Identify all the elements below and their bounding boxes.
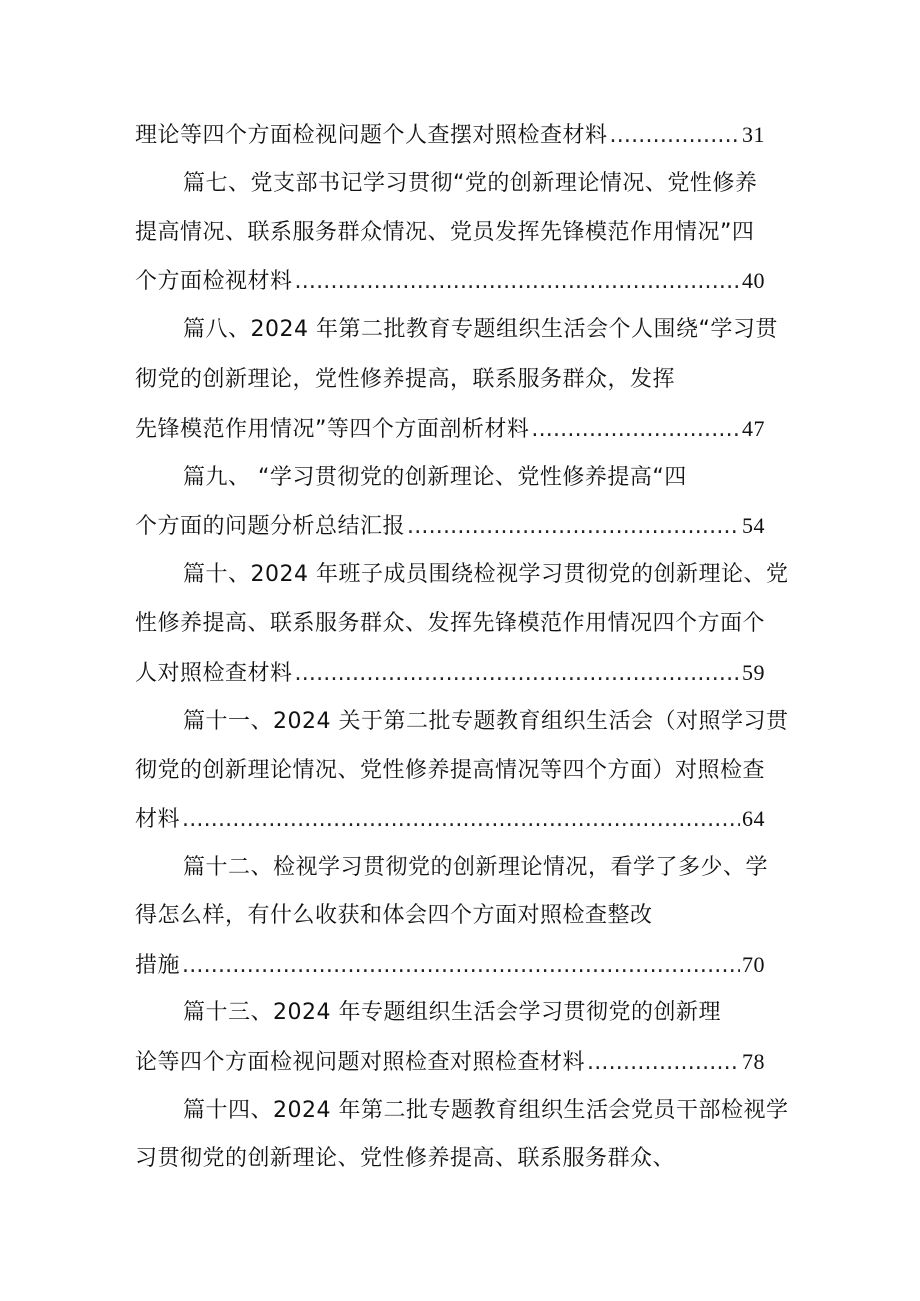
toc-entry-text: 个方面的问题分析总结汇报 xyxy=(135,514,406,539)
toc-entry-text: 个方面检视材料 xyxy=(135,269,293,294)
toc-entry-text: 措施 xyxy=(135,953,181,978)
toc-page-number: 54 xyxy=(742,513,765,538)
toc-entry-text: 先锋模范作用情况”等四个方面剖析材料 xyxy=(135,417,530,442)
toc-entry-last-line[interactable] xyxy=(135,950,765,980)
toc-leader-dots xyxy=(587,1048,740,1078)
toc-entry-line[interactable]: 篇九、 “学习贯彻党的创新理论、党性修养提高“四 xyxy=(183,465,687,490)
toc-entry-last-line[interactable] xyxy=(135,414,765,444)
toc-entry-line[interactable]: 篇十三、2024 年专题组织生活会学习贯彻党的创新理 xyxy=(183,1000,721,1025)
toc-entry-text: 人对照检查材料 xyxy=(135,661,293,686)
toc-entry-line[interactable]: 彻党的创新理论情况、党性修养提高情况等四个方面）对照检查 xyxy=(135,758,766,783)
toc-entry-line[interactable]: 篇十一、2024 关于第二批专题教育组织生活会（对照学习贯 xyxy=(183,709,789,734)
toc-page-number: 70 xyxy=(742,952,765,977)
toc-page-number: 64 xyxy=(742,806,765,831)
toc-entry-line[interactable]: 篇十四、2024 年第二批专题教育组织生活会党员干部检视学 xyxy=(183,1098,789,1123)
toc-leader-dots xyxy=(407,512,740,542)
toc-entry-last-line[interactable] xyxy=(135,120,765,150)
toc-leader-dots xyxy=(295,659,740,689)
toc-entry-text: 论等四个方面检视问题对照检查对照检查材料 xyxy=(135,1050,586,1075)
toc-page-number: 59 xyxy=(742,660,765,685)
toc-entry-line[interactable]: 篇七、党支部书记学习贯彻“党的创新理论情况、党性修养 xyxy=(183,171,758,196)
toc-entry-line[interactable]: 提高情况、联系服务群众情况、党员发挥先锋模范作用情况”四 xyxy=(135,220,755,245)
toc-entry-last-line[interactable] xyxy=(135,658,765,688)
toc-leader-dots xyxy=(182,805,740,835)
toc-entry-line[interactable]: 习贯彻党的创新理论、党性修养提高、联系服务群众、 xyxy=(135,1146,676,1171)
toc-entry-last-line[interactable] xyxy=(135,511,765,541)
toc-entry-last-line[interactable] xyxy=(135,266,765,296)
toc-entry-line[interactable]: 篇八、2024 年第二批教育专题组织生活会个人围绕“学习贯 xyxy=(183,317,778,342)
toc-page-number: 31 xyxy=(742,122,765,147)
toc-entry-text: 材料 xyxy=(135,807,181,832)
toc-leader-dots xyxy=(531,415,740,445)
toc-entry-line[interactable]: 得怎么样，有什么收获和体会四个方面对照检查整改 xyxy=(135,903,653,928)
toc-page-number: 78 xyxy=(742,1049,765,1074)
toc-leader-dots xyxy=(610,121,740,151)
toc-page-number: 40 xyxy=(742,268,765,293)
toc-entry-text: 理论等四个方面检视问题个人查摆对照检查材料 xyxy=(135,123,608,148)
toc-entry-line[interactable]: 彻党的创新理论，党性修养提高，联系服务群众，发挥 xyxy=(135,367,676,392)
toc-entry-line[interactable]: 篇十二、检视学习贯彻党的创新理论情况，看学了多少、学 xyxy=(183,855,769,880)
toc-entry-line[interactable]: 性修养提高、联系服务群众、发挥先锋模范作用情况四个方面个 xyxy=(135,611,766,636)
toc-entry-line[interactable]: 篇十、2024 年班子成员围绕检视学习贯彻党的创新理论、党 xyxy=(183,562,789,587)
toc-leader-dots xyxy=(182,951,740,981)
toc-leader-dots xyxy=(295,267,740,297)
toc-entry-last-line[interactable] xyxy=(135,1047,765,1077)
toc-entry-last-line[interactable] xyxy=(135,804,765,834)
toc-page-number: 47 xyxy=(742,416,765,441)
